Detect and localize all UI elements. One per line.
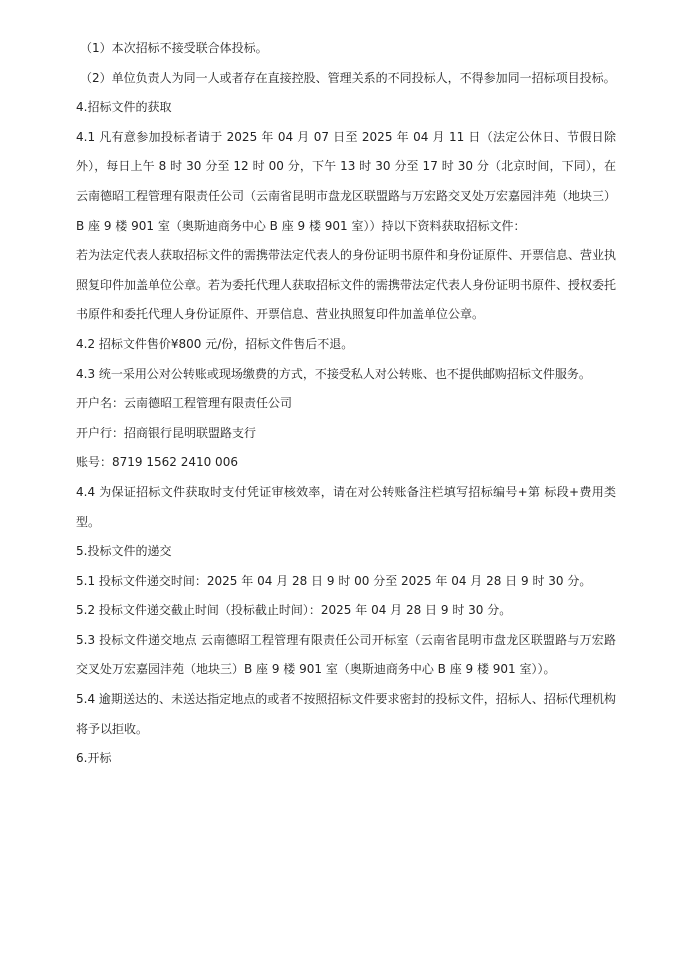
section-heading-submission: 5.投标文件的递交 [76,544,172,559]
clause-4-3-payment-method: 4.3 统一采用公对公转账或现场缴费的方式，不接受私人对公转账、也不提供邮购招标文件服务。 [76,366,591,381]
section-heading-obtain-documents: 4.招标文件的获取 [76,100,172,115]
clause-5-4-rejection: 5.4 逾期送达的、未送达指定地点的或者不按照招标文件要求密封的投标文件，招标人、招标代理机构将予以拒收。 [76,692,616,736]
clause-required-materials: 若为法定代表人获取招标文件的需携带法定代表人的身份证明书原件和身份证原件、开票信息、营业执照复印件加盖单位公章。若为委托代理人获取招标文件的需携带法定代表人身份证明书原件、授权委托书原件和委托代理人身份证原件、开票信息、营业执照复印件加盖单位公章。 [76,248,617,322]
clause-no-consortium: （1）本次招标不接受联合体投标。 [80,41,268,55]
account-number: 账号：8719 1562 2410 006 [76,455,238,470]
account-name: 开户名：云南德昭工程管理有限责任公司 [76,396,293,411]
clause-4-1-obtain-time-place: 4.1 凡有意参加投标者请于 2025 年 04 月 07 日至 2025 年 04 月 11 日（法定公休日、节假日除外），每日上午 8 时 30 分至 12 时 00 分，下午 13 时 30 分至 17 时 30 分（北京时间，下同），在云南德昭工程管理有限责任公司（云南省昆明市盘龙区联盟路与万宏路交叉处万宏嘉园沣苑（地块三）B 座 9 楼 901 室（奥斯迪商务中心 B 座 9 楼 901 室））持以下资料获取招标文件： [76,129,617,233]
clause-5-3-submission-place: 5.3 投标文件递交地点 云南德昭工程管理有限责任公司开标室（云南省昆明市盘龙区联盟路与万宏路交叉处万宏嘉园沣苑（地块三）B 座 9 楼 901 室（奥斯迪商务中心 B 座 9 楼 901 室））。 [76,632,616,677]
clause-4-2-price: 4.2 招标文件售价¥800 元/份，招标文件售后不退。 [76,336,354,351]
section-heading-bid-opening: 6.开标 [76,751,112,766]
clause-5-1-submission-time: 5.1 投标文件递交时间：2025 年 04 月 28 日 9 时 00 分至 2025 年 04 月 28 日 9 时 30 分。 [76,573,592,588]
clause-5-2-deadline: 5.2 投标文件递交截止时间（投标截止时间）：2025 年 04 月 28 日 9 时 30 分。 [76,603,512,618]
clause-4-4-transfer-remark: 4.4 为保证招标文件获取时支付凭证审核效率，请在对公转账备注栏填写招标编号+第 标段+费用类型。 [76,484,616,529]
document-page [76,34,616,774]
clause-related-bidders: （2）单位负责人为同一人或者存在直接控股、管理关系的不同投标人，不得参加同一招标项目投标。 [80,70,616,85]
account-bank: 开户行：招商银行昆明联盟路支行 [76,425,257,440]
